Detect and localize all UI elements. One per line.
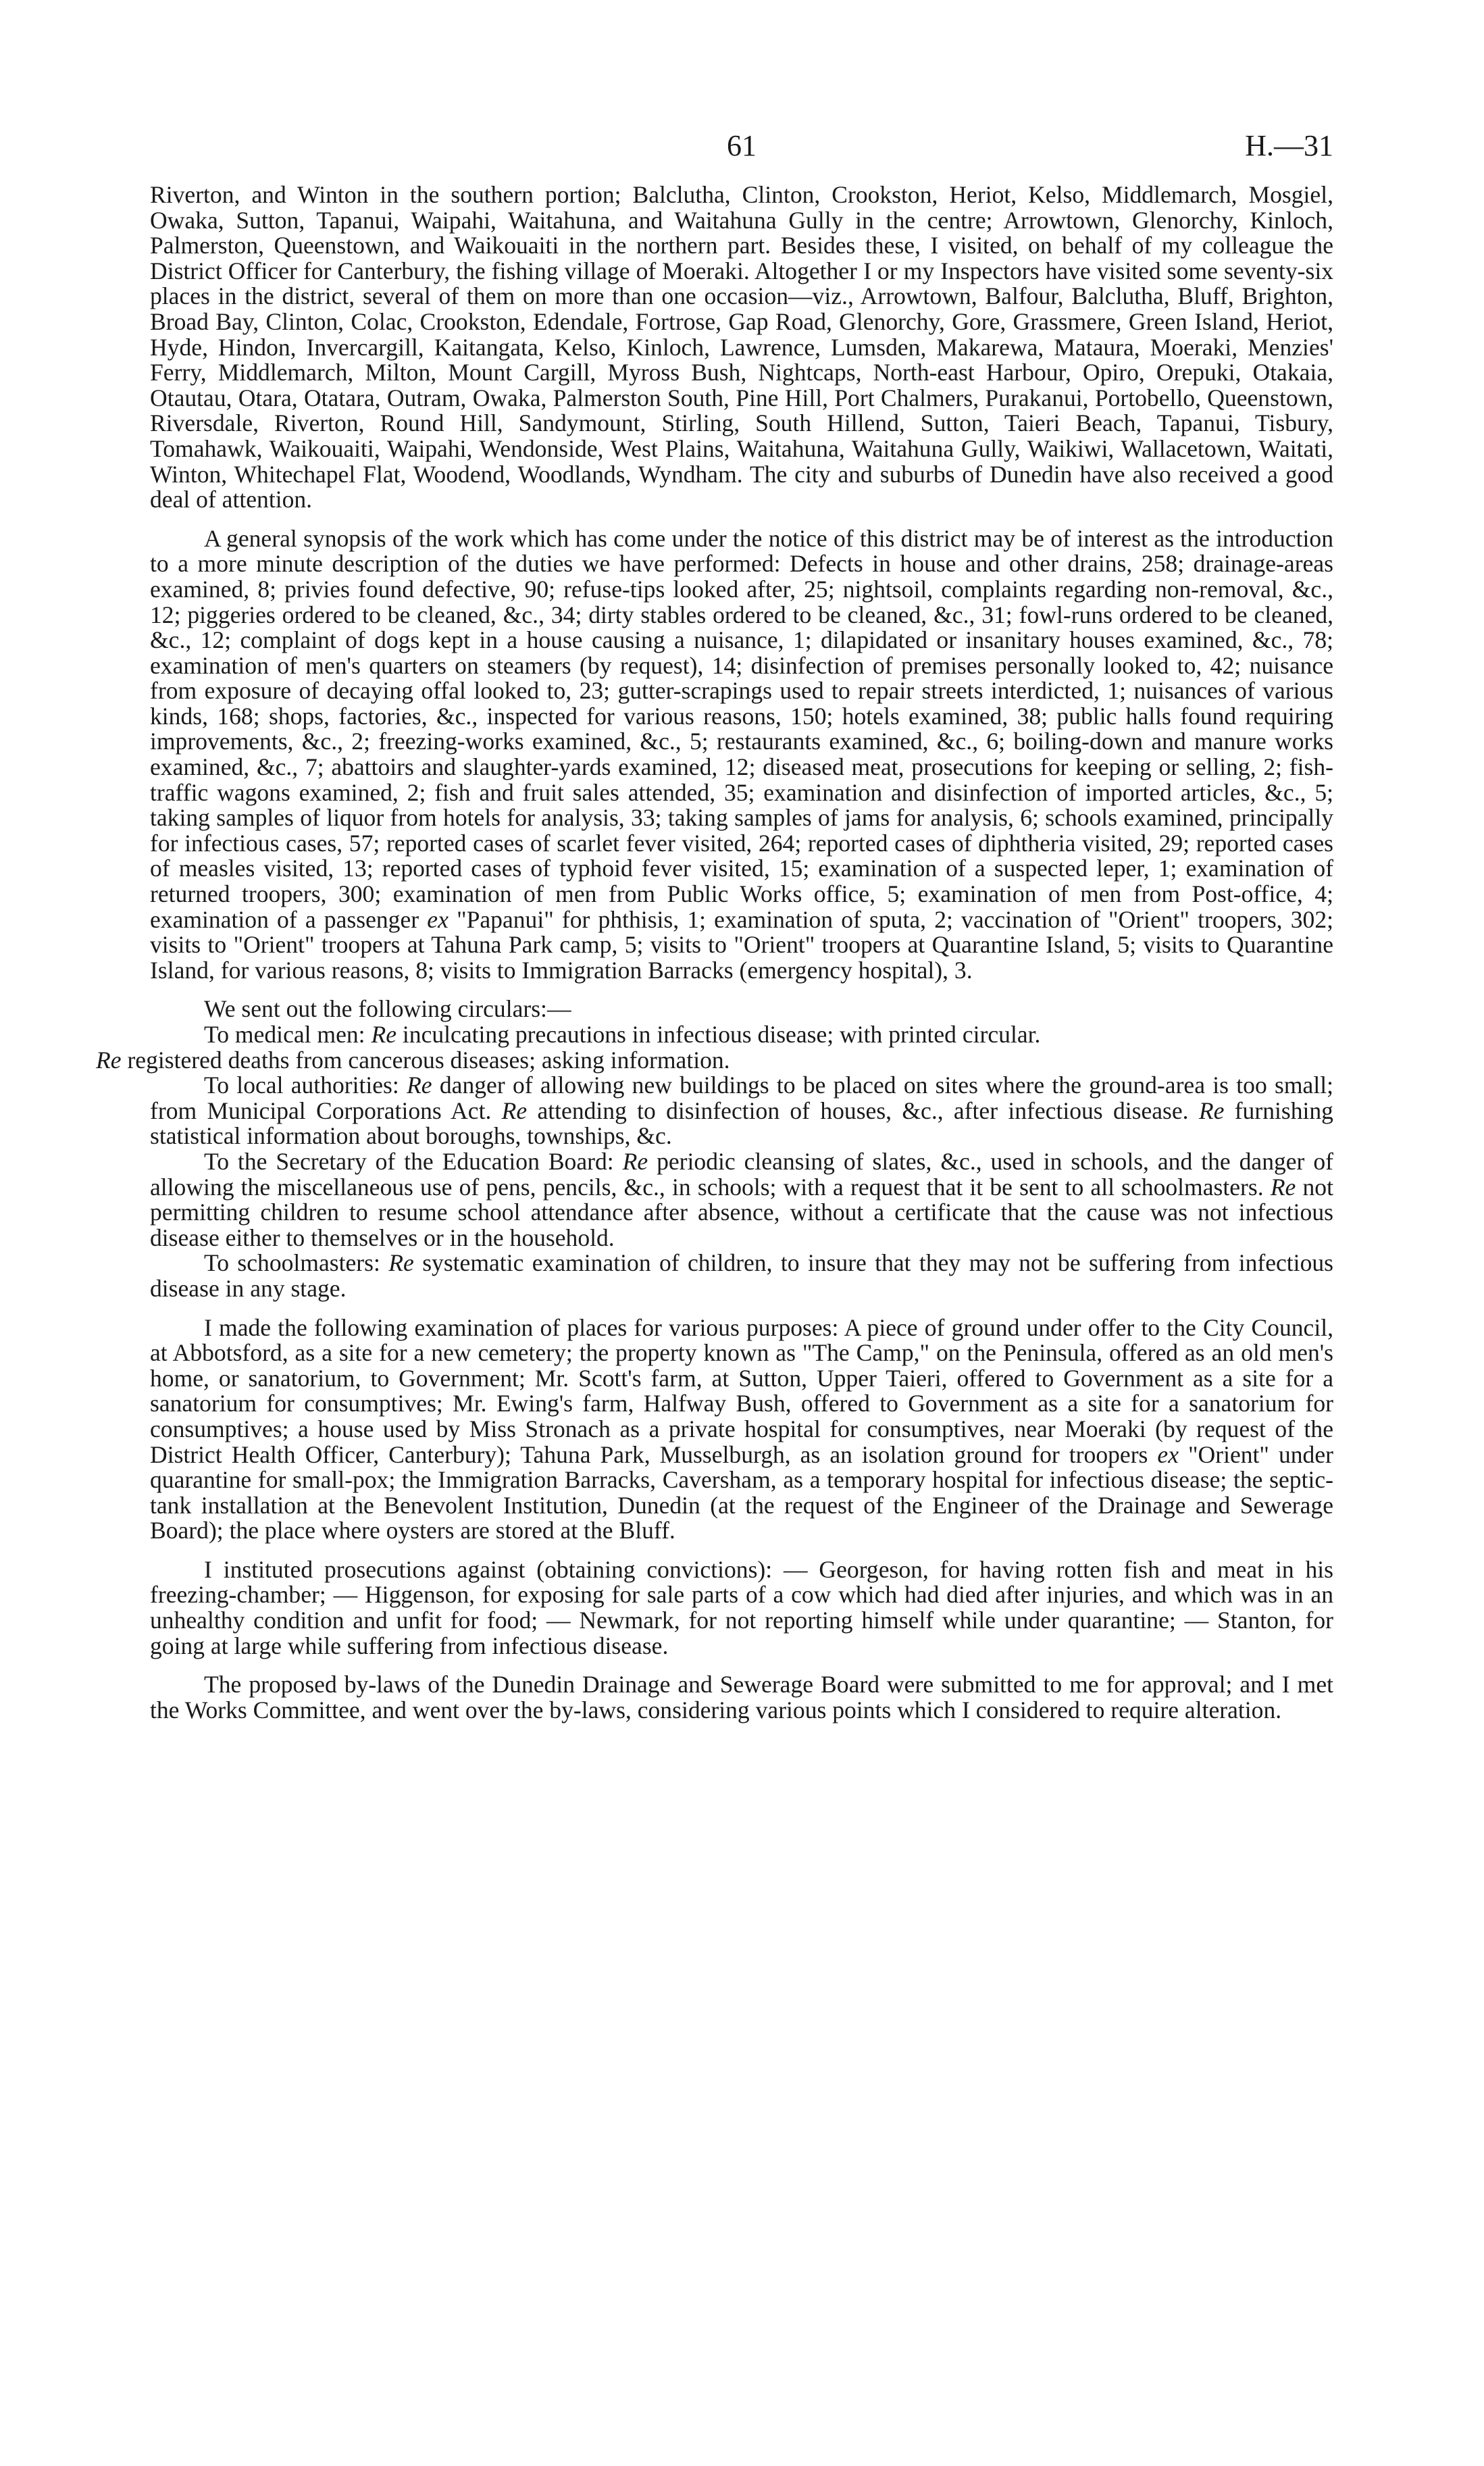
paragraph-place-list: Riverton, and Winton in the southern portion; Balclutha, Clinton, Crookston, Heriot, Kelso, Middlemarch, Mosgiel, Owaka, Sutton, Tapanui, Waipahi, Waitahuna, and Waitahuna Gully in the centre; Arrowtown, Glenorchy, Kinloch, Palmerston, Queenstown, and Waikouaiti in the northern part. Besides these, I visited, on behalf of my colleague the District Officer for Canterbury, the fishing village of Moeraki. Altogether I or my Inspectors have visited some seventy-six places in the district, several of them on more than one occasion—viz., Arrowtown, Balfour, Balclutha, Bluff, Brighton, Broad Bay, Clinton, Colac, Crookston, Edendale, Fortrose, Gap Road, Glenorchy, Gore, Grassmere, Green Island, Heriot, Hyde, Hindon, Invercargill, Kaitangata, Kelso, Kinloch, Lawrence, Lumsden, Makarewa, Mataura, Moeraki, Menzies' Ferry, Middlemarch, Milton, Mount Cargill, Myross Bush, Nightcaps, North-east Harbour, Opiro, Orepuki, Otakaia, Otautau, Otara, Otatara, Outram, Owaka, Palmerston South, Pine Hill, Port Chalmers, Purakanui, Portobello, Queenstown, Riversdale, Riverton, Round Hill, Sandymount, Stirling, South Hillend, Sutton, Taieri Beach, Tapanui, Tisbury, Tomahawk, Waikouaiti, Waipahi, Wendonside, West Plains, Waitahuna, Waitahuna Gully, Waikiwi, Wallacetown, Waitati, Winton, Whitechapel Flat, Woodend, Woodlands, Wyndham. The city and suburbs of Dunedin have also received a good deal of attention. (150, 181, 1333, 513)
circular-education-text-b: not permitting children to resume school attendance after absence, without a certificate that the cause was not infectious disease either to themselves or in the household. (150, 1173, 1333, 1251)
paragraph-by-laws: The proposed by-laws of the Dunedin Drainage and Sewerage Board were submitted to me for approval; and I met the Works Committee, and went over the by-laws, considering various points which I considered to require alteration. (150, 1671, 1333, 1723)
circular-education-text-a: periodic cleansing of slates, &c., used in schools, and the danger of allowing the miscellaneous use of pens, pencils, &c., in schools; with a request that it be sent to all schoolmasters. (150, 1147, 1333, 1201)
circular-medical-text-b: registered deaths from cancerous diseases; asking information. (127, 1046, 730, 1074)
re-label: Re (501, 1097, 528, 1124)
paragraph-circular-medical-men (96, 1021, 1333, 1074)
circular-medical-heading: To medical men: (204, 1021, 365, 1048)
re-label: Re (388, 1249, 414, 1277)
paragraph-circular-schoolmasters (150, 1251, 1333, 1301)
paragraph-circulars-intro: We sent out the following circulars:— (204, 995, 571, 1023)
body-text (96, 181, 1334, 1723)
synopsis-text-a: A general synopsis of the work which has come under the notice of this district may be of interest as the introduction to a more minute description of the duties we have performed: Defects in house and other drains, 258; drainage-areas examined, 8; privies found defective, 90; refuse-tips looked after, 25; nightsoil, complaints regarding non-removal, &c., 12; piggeries ordered to be cleaned, &c., 34; dirty stables ordered to be cleaned, &c., 31; fowl-runs ordered to be cleaned, &c., 12; complaint of dogs kept in a house causing a nuisance, 1; dilapidated or insanitary houses examined, &c., 78; examination of men's quarters on steamers (by request), 14; disinfection of premises personally looked to, 42; nuisance from exposure of decaying offal looked to, 23; gutter-scrapings used to repair streets interdicted, 1; nuisances of various kinds, 168; shops, factories, &c., inspected for various reasons, 150; hotels examined, 38; public halls found requiring improvements, &c., 2; freezing-works examined, &c., 5; restaurants examined, &c., 6; boiling-down and manure works examined, &c., 7; abattoirs and slaughter-yards examined, 12; diseased meat, prosecutions for keeping or selling, 2; fish-traffic wagons examined, 2; fish and fruit sales attended, 35; examination and disinfection of imported articles, &c., 5; taking samples of liquor from hotels for analysis, 33; taking samples of jams for analysis, 6; schools examined, principally for infectious cases, 57; reported cases of scarlet fever visited, 264; reported cases of diphtheria visited, 29; reported cases of measles visited, 13; reported cases of typhoid fever visited, 15; examination of a suspected leper, 1; examination of returned troopers, 300; examination of men from Public Works office, 5; examination of men from Post-office, 4; examination of a passenger (150, 524, 1333, 933)
re-label: Re (1270, 1173, 1296, 1201)
circular-local-text-a: danger of allowing new buildings to be placed on sites where the ground-area is too small; from Municipal Corporations Act. (150, 1072, 1333, 1124)
latin-ex: ex (427, 905, 449, 933)
circular-education-heading: To the Secretary of the Education Board: (204, 1147, 614, 1175)
latin-ex: ex (1157, 1440, 1179, 1468)
paragraph-circular-education-board (150, 1149, 1333, 1251)
circular-local-text-b: attending to disinfection of houses, &c., after infectious disease. (537, 1097, 1189, 1124)
page-header (150, 128, 1333, 182)
page-number: 61 (727, 129, 757, 162)
examinations-text-a: I made the following examination of places for various purposes: A piece of ground under offer to the City Council, at Abbotsford, as a site for a new cemetery; the property known as "The Camp," on the Peninsula, offered as an old men's home, or sanatorium, to Government; Mr. Scott's farm, at Sutton, Upper Taieri, offered to Government as a site for a sanatorium for consumptives; Mr. Ewing's farm, Halfway Bush, offered to Government as a site for a sanatorium for consumptives; a house used by Miss Stronach as a private hospital for consumptives, near Moeraki (by request of the District Health Officer, Canterbury); Tahuna Park, Musselburgh, as an isolation ground for troopers (150, 1313, 1333, 1468)
re-label: Re (1198, 1097, 1225, 1124)
circular-schoolmasters-heading: To schoolmasters: (204, 1249, 380, 1277)
re-label: Re (96, 1046, 122, 1074)
synopsis-text-b: "Papanui" for phthisis, 1; examination of sputa, 2; vaccination of "Orient" troopers, 302; visits to "Orient" troopers at Tahuna Park camp, 5; visits to "Orient" troopers at Quarantine Island, 5; visits to Quarantine Island, for various reasons, 8; visits to Immigration Barracks (emergency hospital), 3. (150, 905, 1334, 984)
examinations-text-b: "Orient" under quarantine for small-pox; the Immigration Barracks, Caversham, as a temporary hospital for infectious disease; the septic-tank installation at the Benevolent Institution, Dunedin (at the request of the Engineer of the Drainage and Sewerage Board); the place where oysters are stored at the Bluff. (150, 1440, 1333, 1544)
re-label: Re (407, 1072, 432, 1099)
paragraph-circular-local-authorities (150, 1073, 1333, 1149)
document-page (96, 128, 1334, 1723)
paragraph-work-synopsis (150, 526, 1333, 984)
circular-schoolmasters-text: systematic examination of children, to insure that they may not be suffering from infectious disease in any stage. (150, 1249, 1333, 1302)
paragraph-prosecutions: I instituted prosecutions against (obtaining convictions): — Georgeson, for having rotten fish and meat in his freezing-chamber; — Higgenson, for exposing for sale parts of a cow which had died after injuries, and which was in an unhealthy condition and unfit for food; — Newmark, for not reporting himself while under quarantine; — Stanton, for going at large while suffering from infectious disease. (150, 1555, 1333, 1659)
re-label: Re (371, 1021, 397, 1048)
circular-medical-text-a: inculcating precautions in infectious disease; with printed circular. (402, 1021, 1041, 1048)
document-reference: H.—31 (1245, 129, 1333, 162)
paragraph-place-examinations (150, 1315, 1333, 1544)
circular-local-text-c: furnishing statistical information about boroughs, townships, &c. (150, 1097, 1333, 1150)
re-label: Re (622, 1147, 648, 1175)
circular-local-heading: To local authorities: (204, 1072, 399, 1099)
